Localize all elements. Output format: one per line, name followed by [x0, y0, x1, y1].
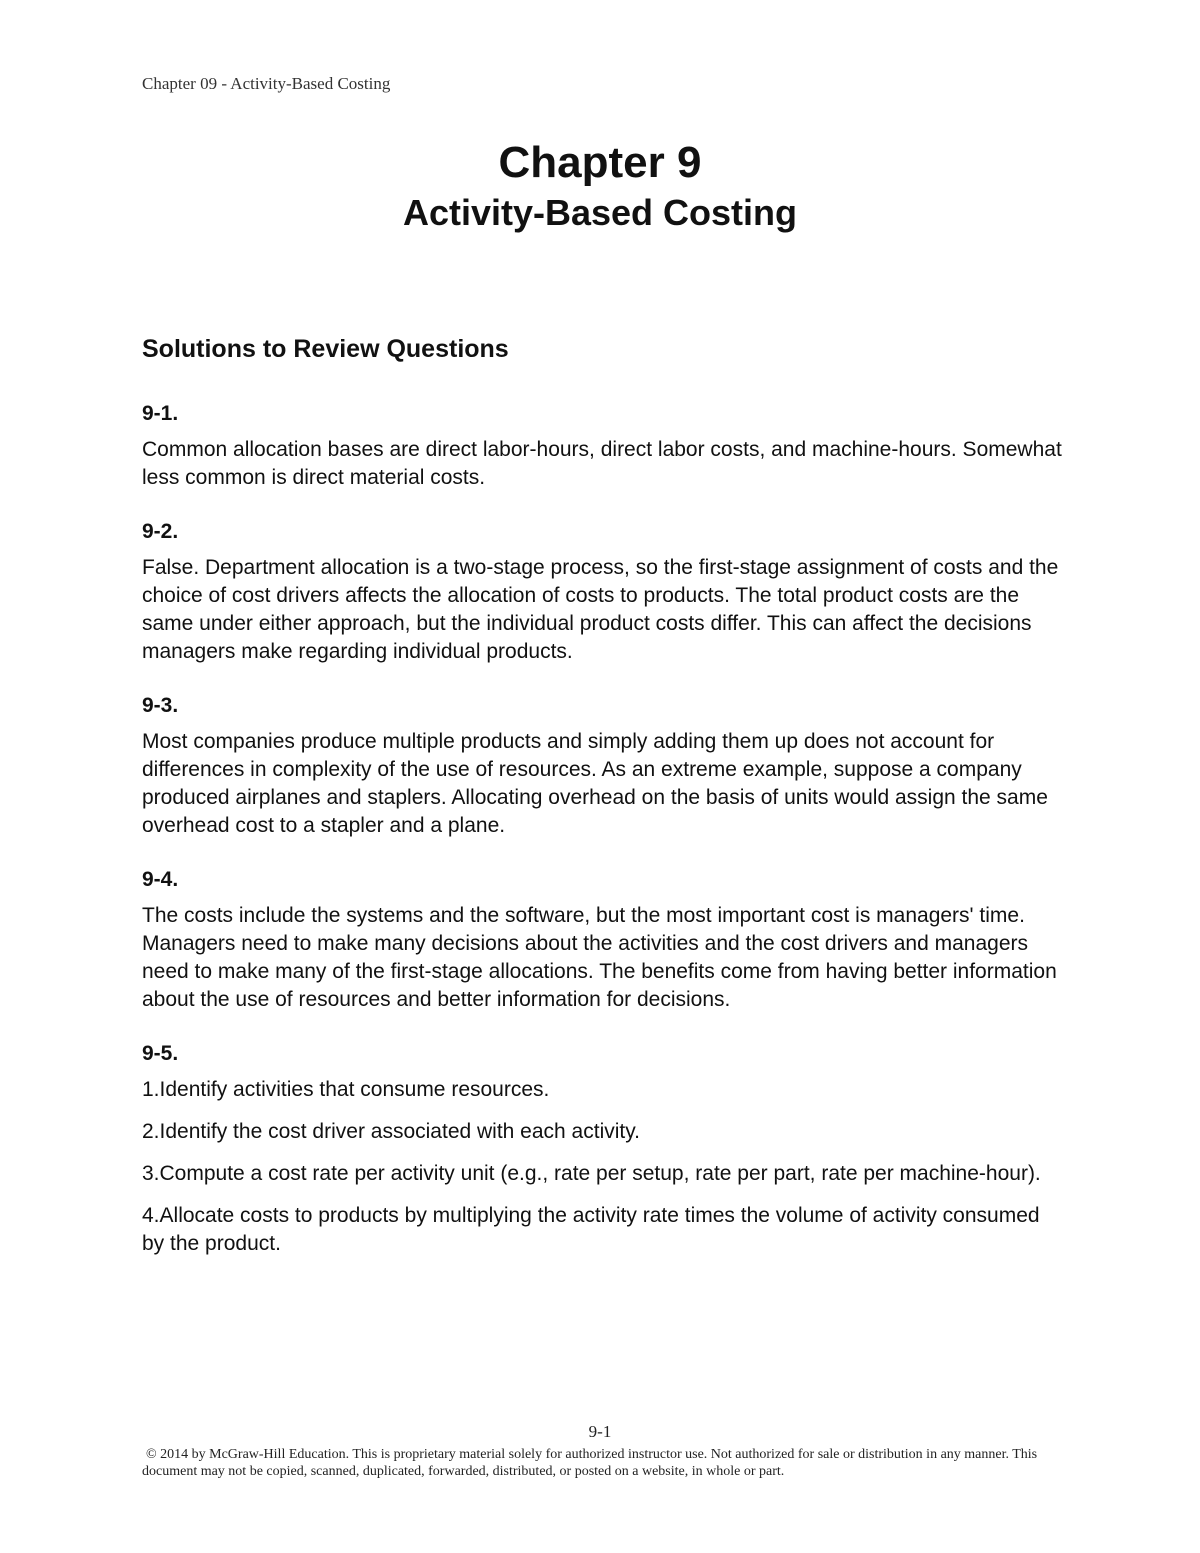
page-footer [142, 1422, 1058, 1480]
question-9-2 [142, 518, 1062, 666]
question-label: 9-5. [142, 1042, 179, 1065]
question-label: 9-3. [142, 694, 179, 717]
content [142, 332, 1062, 1272]
question-answer: The costs include the systems and the software, but the most important cost is managers' time. Managers need to make many decisions about the activities and the cost drivers and managers need to make many of the first-stage allocations. The benefits come from having better information about the use of resources and better information for decisions. [142, 904, 1057, 1011]
step-text: Compute a cost rate per activity unit (e.g., rate per setup, rate per part, rate per machine-hour). [159, 1162, 1041, 1185]
steps-list [142, 1076, 1062, 1258]
question-answer: False. Department allocation is a two-stage process, so the first-stage assignment of costs and the choice of cost drivers affects the allocation of costs to products. The total product costs are the same under either approach, but the individual product costs differ. This can affect the decisions managers make regarding individual products. [142, 556, 1059, 663]
question-label: 9-4. [142, 868, 179, 891]
question-label: 9-1. [142, 402, 179, 425]
question-answer: Common allocation bases are direct labor-hours, direct labor costs, and machine-hours. Somewhat less common is direct material costs. [142, 438, 1062, 489]
running-header: Chapter 09 - Activity-Based Costing [142, 74, 391, 93]
list-item [142, 1202, 1062, 1258]
step-number: 1. [142, 1078, 160, 1101]
question-9-1 [142, 400, 1062, 492]
page-number: 9-1 [588, 1422, 612, 1441]
question-label: 9-2. [142, 520, 179, 543]
step-text: Allocate costs to products by multiplying the activity rate times the volume of activity consumed by the product. [142, 1204, 1040, 1255]
step-number: 4. [142, 1204, 160, 1227]
step-number: 2. [142, 1120, 160, 1143]
question-9-3 [142, 692, 1062, 840]
chapter-number: Chapter 9 [498, 138, 702, 187]
copyright-notice: © 2014 by McGraw-Hill Education. This is proprietary material solely for authorized instructor use. Not authorized for sale or distribution in any manner. This document may not be copied, scanned, duplicated, forwarded, distributed, or posted on a website, in whole or part. [142, 1447, 1038, 1479]
step-number: 3. [142, 1162, 160, 1185]
question-9-4 [142, 866, 1062, 1014]
step-text: Identify the cost driver associated with each activity. [159, 1120, 641, 1143]
question-9-5 [142, 1040, 1062, 1258]
chapter-title: Activity-Based Costing [402, 192, 798, 233]
step-text: Identify activities that consume resources. [159, 1078, 550, 1101]
title-block [0, 136, 1200, 236]
list-item [142, 1160, 1062, 1188]
question-answer: Most companies produce multiple products and simply adding them up does not account for differences in complexity of the use of resources. As an extreme example, suppose a company produced airplanes and staplers. Allocating overhead on the basis of units would assign the same overhead cost to a stapler and a plane. [142, 730, 1048, 837]
list-item [142, 1118, 1062, 1146]
section-heading: Solutions to Review Questions [142, 335, 509, 363]
list-item [142, 1076, 1062, 1104]
